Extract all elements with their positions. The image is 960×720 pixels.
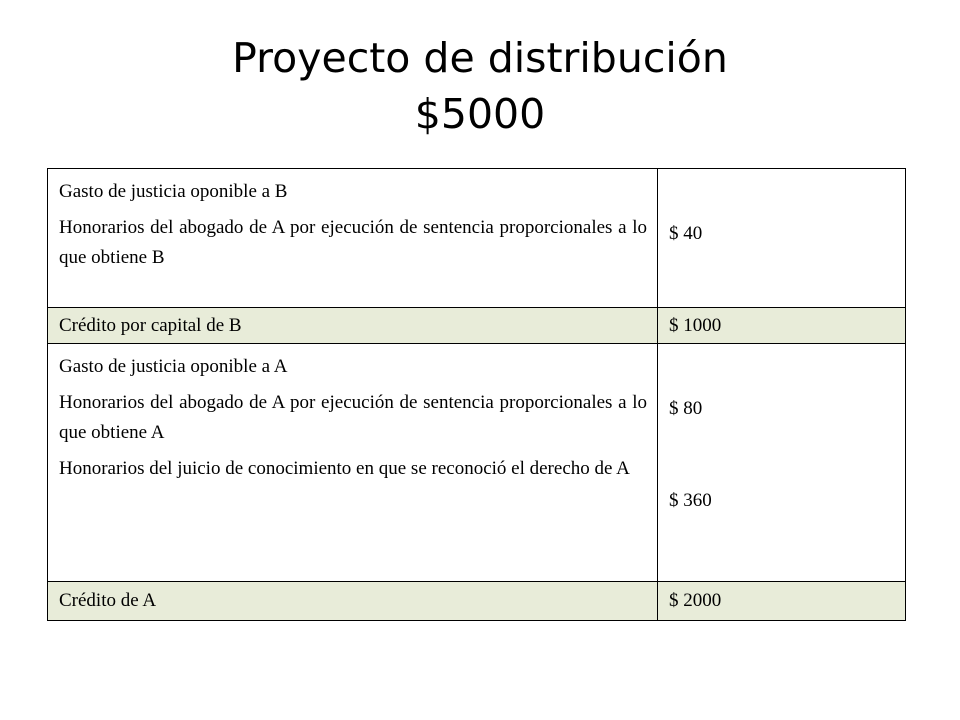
title-line-1: Proyecto de distribución <box>232 34 728 82</box>
section-a-trial-fees-text: Honorarios del juicio de conocimiento en que se reconoció el derecho de A <box>59 458 630 479</box>
section-a-heading: Gasto de justicia oponible a A <box>59 356 288 377</box>
section-b-fees-text: Honorarios del abogado de A por ejecución de sentencia proporcionales a lo que obtiene B <box>59 217 647 268</box>
section-a-fees-text: Honorarios del abogado de A por ejecución de sentencia proporcionales a lo que obtiene A <box>59 392 647 443</box>
credit-b-label: Crédito por capital de B <box>59 314 242 336</box>
credit-a-amount-cell <box>658 582 906 621</box>
section-a-amount-cell <box>658 344 906 582</box>
distribution-table <box>47 168 906 621</box>
table-row-section-b <box>48 169 906 308</box>
section-b-heading: Gasto de justicia oponible a B <box>59 181 288 202</box>
section-a-description-cell <box>48 344 658 582</box>
table-row-credit-b <box>48 308 906 344</box>
credit-a-amount: $ 2000 <box>669 590 722 611</box>
table-row-section-a <box>48 344 906 582</box>
section-a-trial-fees-amount: $ 360 <box>669 490 712 511</box>
section-a-fees-amount: $ 80 <box>669 398 703 419</box>
title-line-2: $5000 <box>414 90 546 138</box>
credit-b-label-cell <box>48 308 658 344</box>
section-b-description-cell <box>48 169 658 308</box>
credit-a-label: Crédito de A <box>59 590 157 611</box>
credit-b-amount: $ 1000 <box>669 314 722 336</box>
section-b-amount-cell <box>658 169 906 308</box>
section-b-fees-amount: $ 40 <box>669 223 703 244</box>
credit-b-amount-cell <box>658 308 906 344</box>
table-row-credit-a <box>48 582 906 621</box>
slide-title <box>0 30 960 142</box>
credit-a-label-cell <box>48 582 658 621</box>
